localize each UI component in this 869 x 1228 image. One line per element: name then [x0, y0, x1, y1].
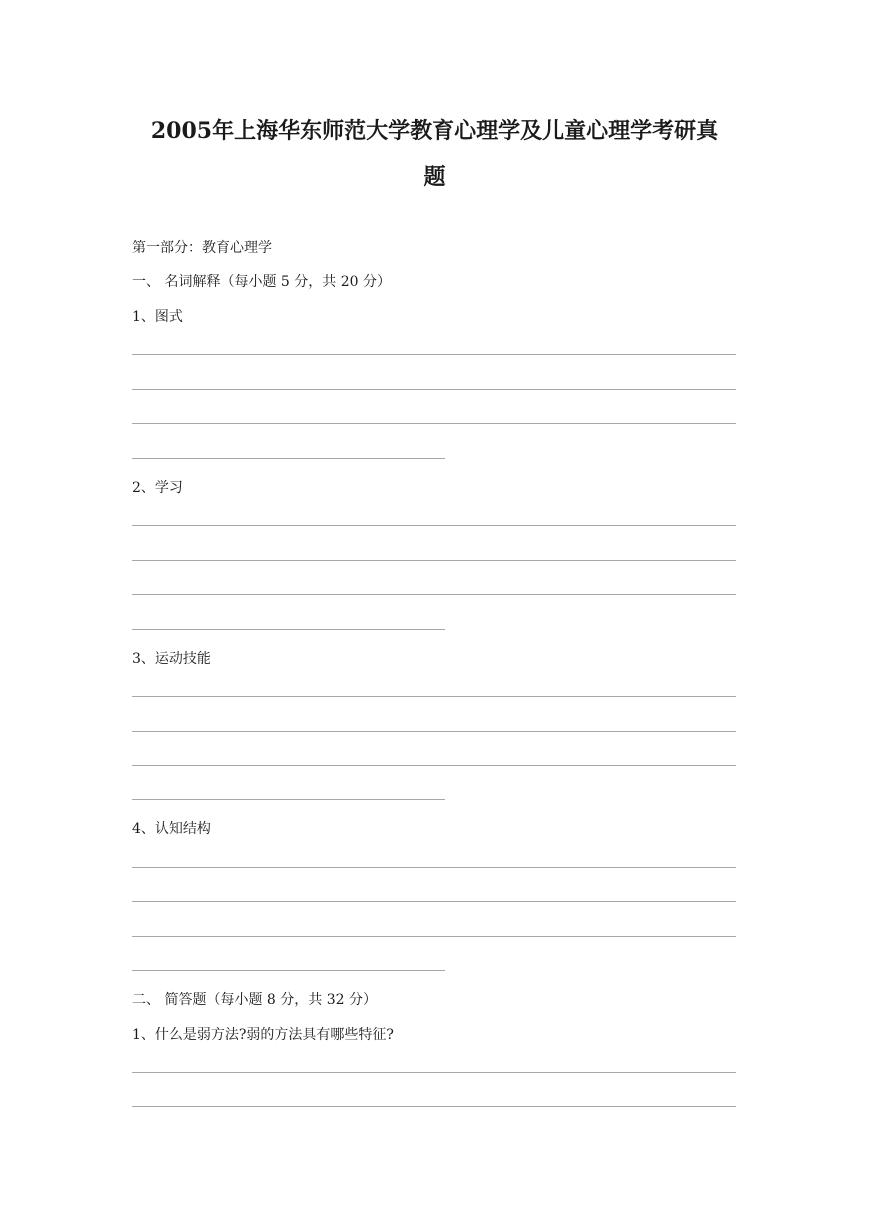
answer-line — [132, 799, 445, 800]
answer-line — [132, 970, 445, 971]
question-label: 2、学习 — [132, 480, 183, 496]
section-heading-short-answer: 二、 简答题（每小题 8 分，共 32 分） — [132, 992, 377, 1008]
part-heading: 第一部分：教育心理学 — [132, 240, 272, 256]
answer-line — [132, 731, 736, 732]
answer-line — [132, 629, 445, 630]
answer-line — [132, 354, 736, 355]
answer-line — [132, 867, 736, 868]
answer-line — [132, 765, 736, 766]
section-heading-terms: 一、 名词解释（每小题 5 分，共 20 分） — [132, 274, 391, 290]
document-title-line1: 2005年上海华东师范大学教育心理学及儿童心理学考研真 — [150, 118, 719, 144]
answer-line — [132, 594, 736, 595]
question-label: 1、什么是弱方法?弱的方法具有哪些特征? — [132, 1027, 394, 1043]
document-title-line2: 题 — [423, 164, 446, 190]
answer-line — [132, 389, 736, 390]
question-label: 1、图式 — [132, 309, 183, 325]
answer-line — [132, 696, 736, 697]
answer-line — [132, 1106, 736, 1107]
answer-line — [132, 525, 736, 526]
question-label: 3、运动技能 — [132, 651, 211, 667]
answer-line — [132, 901, 736, 902]
answer-line — [132, 458, 445, 459]
answer-line — [132, 423, 736, 424]
answer-line — [132, 936, 736, 937]
answer-line — [132, 1072, 736, 1073]
answer-line — [132, 560, 736, 561]
question-label: 4、认知结构 — [132, 821, 211, 837]
